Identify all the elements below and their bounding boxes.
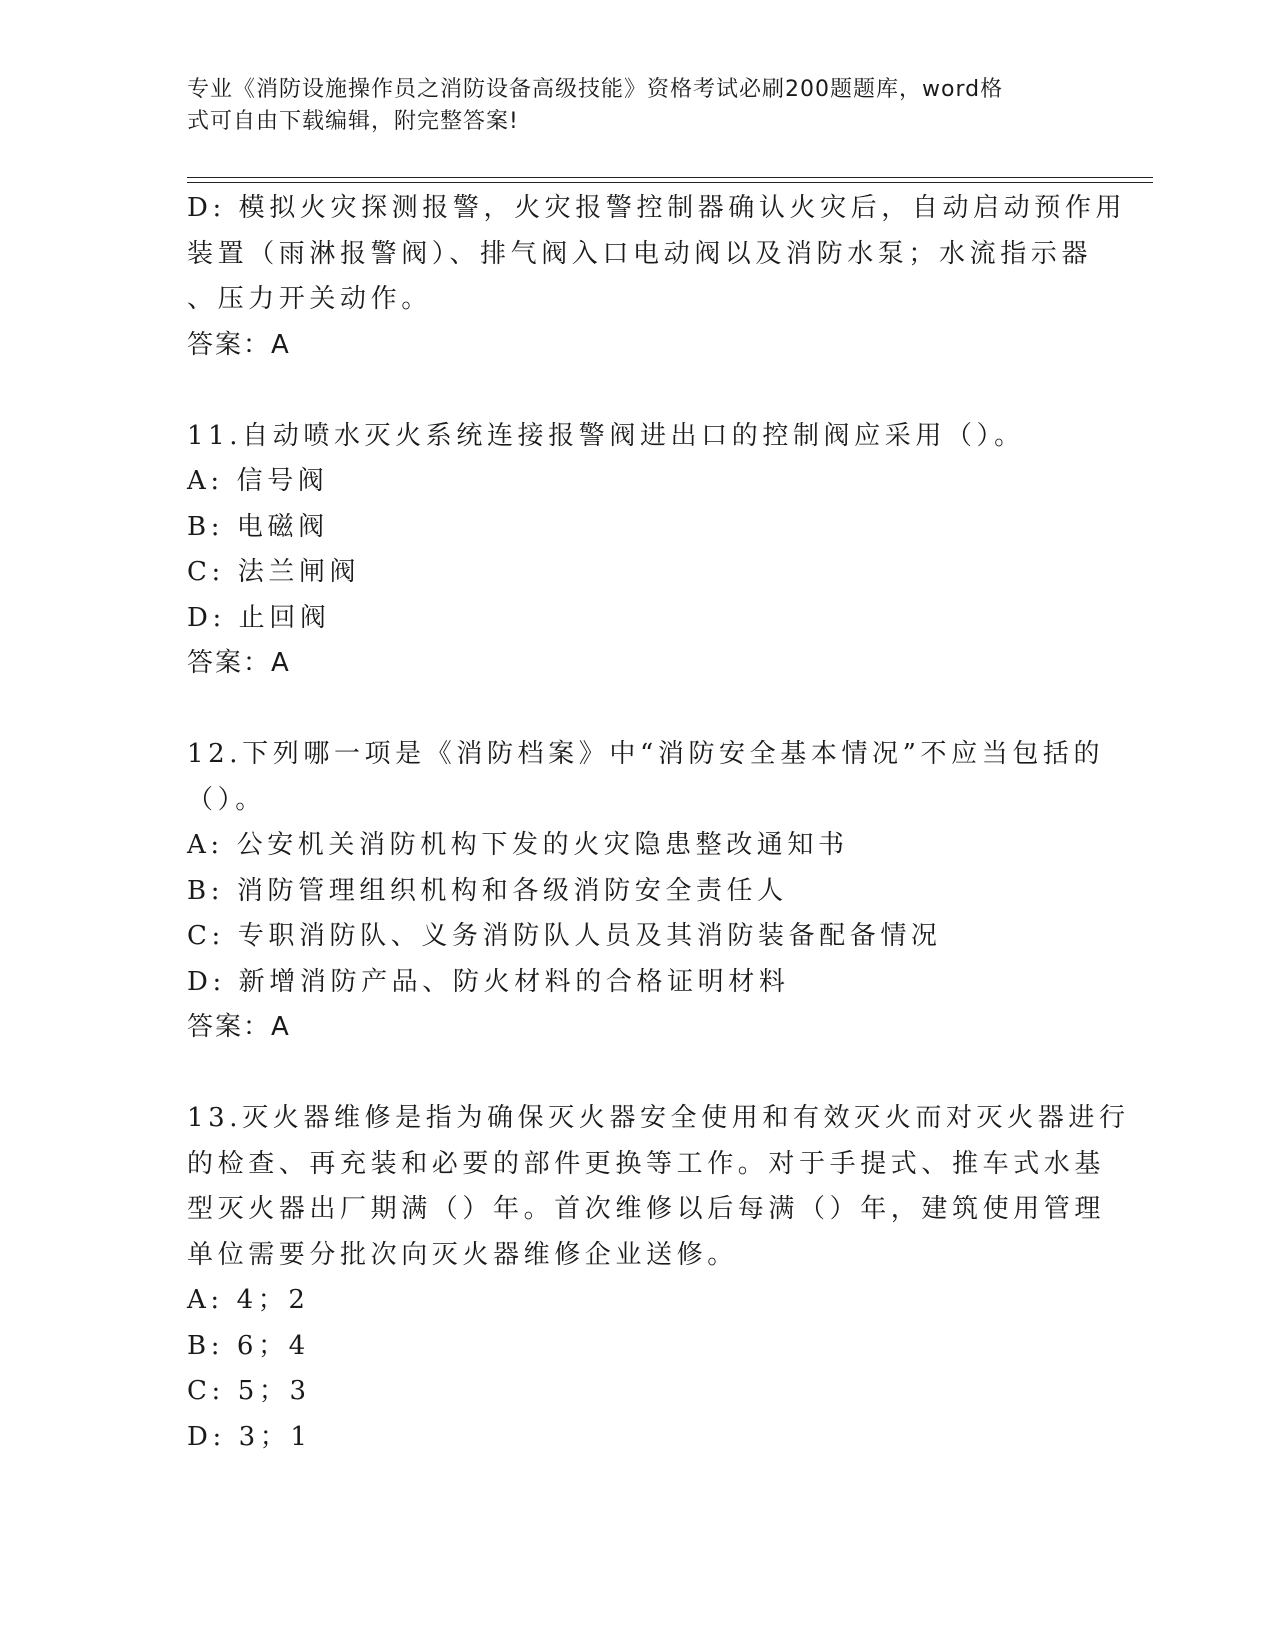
question-stem-line-2: （）。 [187, 784, 266, 815]
question-stem-line-2: 的检查、再充装和必要的部件更换等工作。对于手提式、推车式水基 [187, 1148, 1106, 1179]
header-divider-bottom [187, 182, 1153, 183]
document-body [187, 186, 1130, 1460]
option-d-line-1: D: 模拟火灾探测报警，火灾报警控制器确认火灾后，自动启动预作用 [187, 193, 1127, 223]
option-d-line-3: 、压力开关动作。 [187, 284, 432, 314]
question-stem-line-1: 12.下列哪一项是《消防档案》中“消防安全基本情况”不应当包括的 [187, 739, 1105, 769]
option-b: B: 6；4 [187, 1330, 310, 1361]
option-a: A: 4；2 [187, 1285, 310, 1315]
option-d-line-2: 装置（雨淋报警阀）、排气阀入口电动阀以及消防水泵；水流指示器 [187, 238, 1093, 269]
option-a: A: 信号阀 [187, 466, 329, 496]
spacer [187, 1051, 1077, 1097]
question-10-continued [187, 186, 1127, 368]
option-a: A: 公安机关消防机构下发的火灾隐患整改通知书 [187, 830, 849, 860]
option-c: C: 专职消防队、义务消防队人员及其消防装备配备情况 [187, 921, 942, 951]
option-c: C: 法兰闸阀 [187, 557, 361, 587]
header-title-line-1: 专业《消防设施操作员之消防设备高级技能》资格考试必刷200题题库，word格 [187, 77, 1004, 102]
question-stem-line-4: 单位需要分批次向灭火器维修企业送修。 [187, 1239, 738, 1270]
option-d: D: 止回阀 [187, 602, 331, 633]
answer-line: 答案：A [187, 1012, 291, 1042]
spacer [187, 368, 1077, 414]
option-b: B: 电磁阀 [187, 511, 329, 542]
option-c: C: 5；3 [187, 1376, 311, 1406]
question-11 [187, 414, 1077, 687]
answer-line: 答案：A [187, 648, 291, 678]
header-title-line-2: 式可自由下载编辑，附完整答案! [187, 109, 519, 134]
question-12 [187, 732, 1105, 1051]
answer-line: 答案：A [187, 329, 291, 360]
option-d: D: 新增消防产品、防火材料的合格证明材料 [187, 966, 790, 997]
question-stem-line-1: 13.灭火器维修是指为确保灭火器安全使用和有效灭火而对灭火器进行 [187, 1103, 1130, 1133]
question-stem-line-3: 型灭火器出厂期满（）年。首次维修以后每满（）年，建筑使用管理 [187, 1194, 1106, 1224]
option-d: D: 3；1 [187, 1421, 312, 1452]
option-b: B: 消防管理组织机构和各级消防安全责任人 [187, 875, 788, 906]
header-divider-top [187, 177, 1153, 178]
question-13 [187, 1096, 1130, 1460]
spacer [187, 687, 1077, 733]
question-stem: 11.自动喷水灭火系统连接报警阀进出口的控制阀应采用（）。 [187, 420, 1025, 451]
document-header [187, 74, 1067, 138]
